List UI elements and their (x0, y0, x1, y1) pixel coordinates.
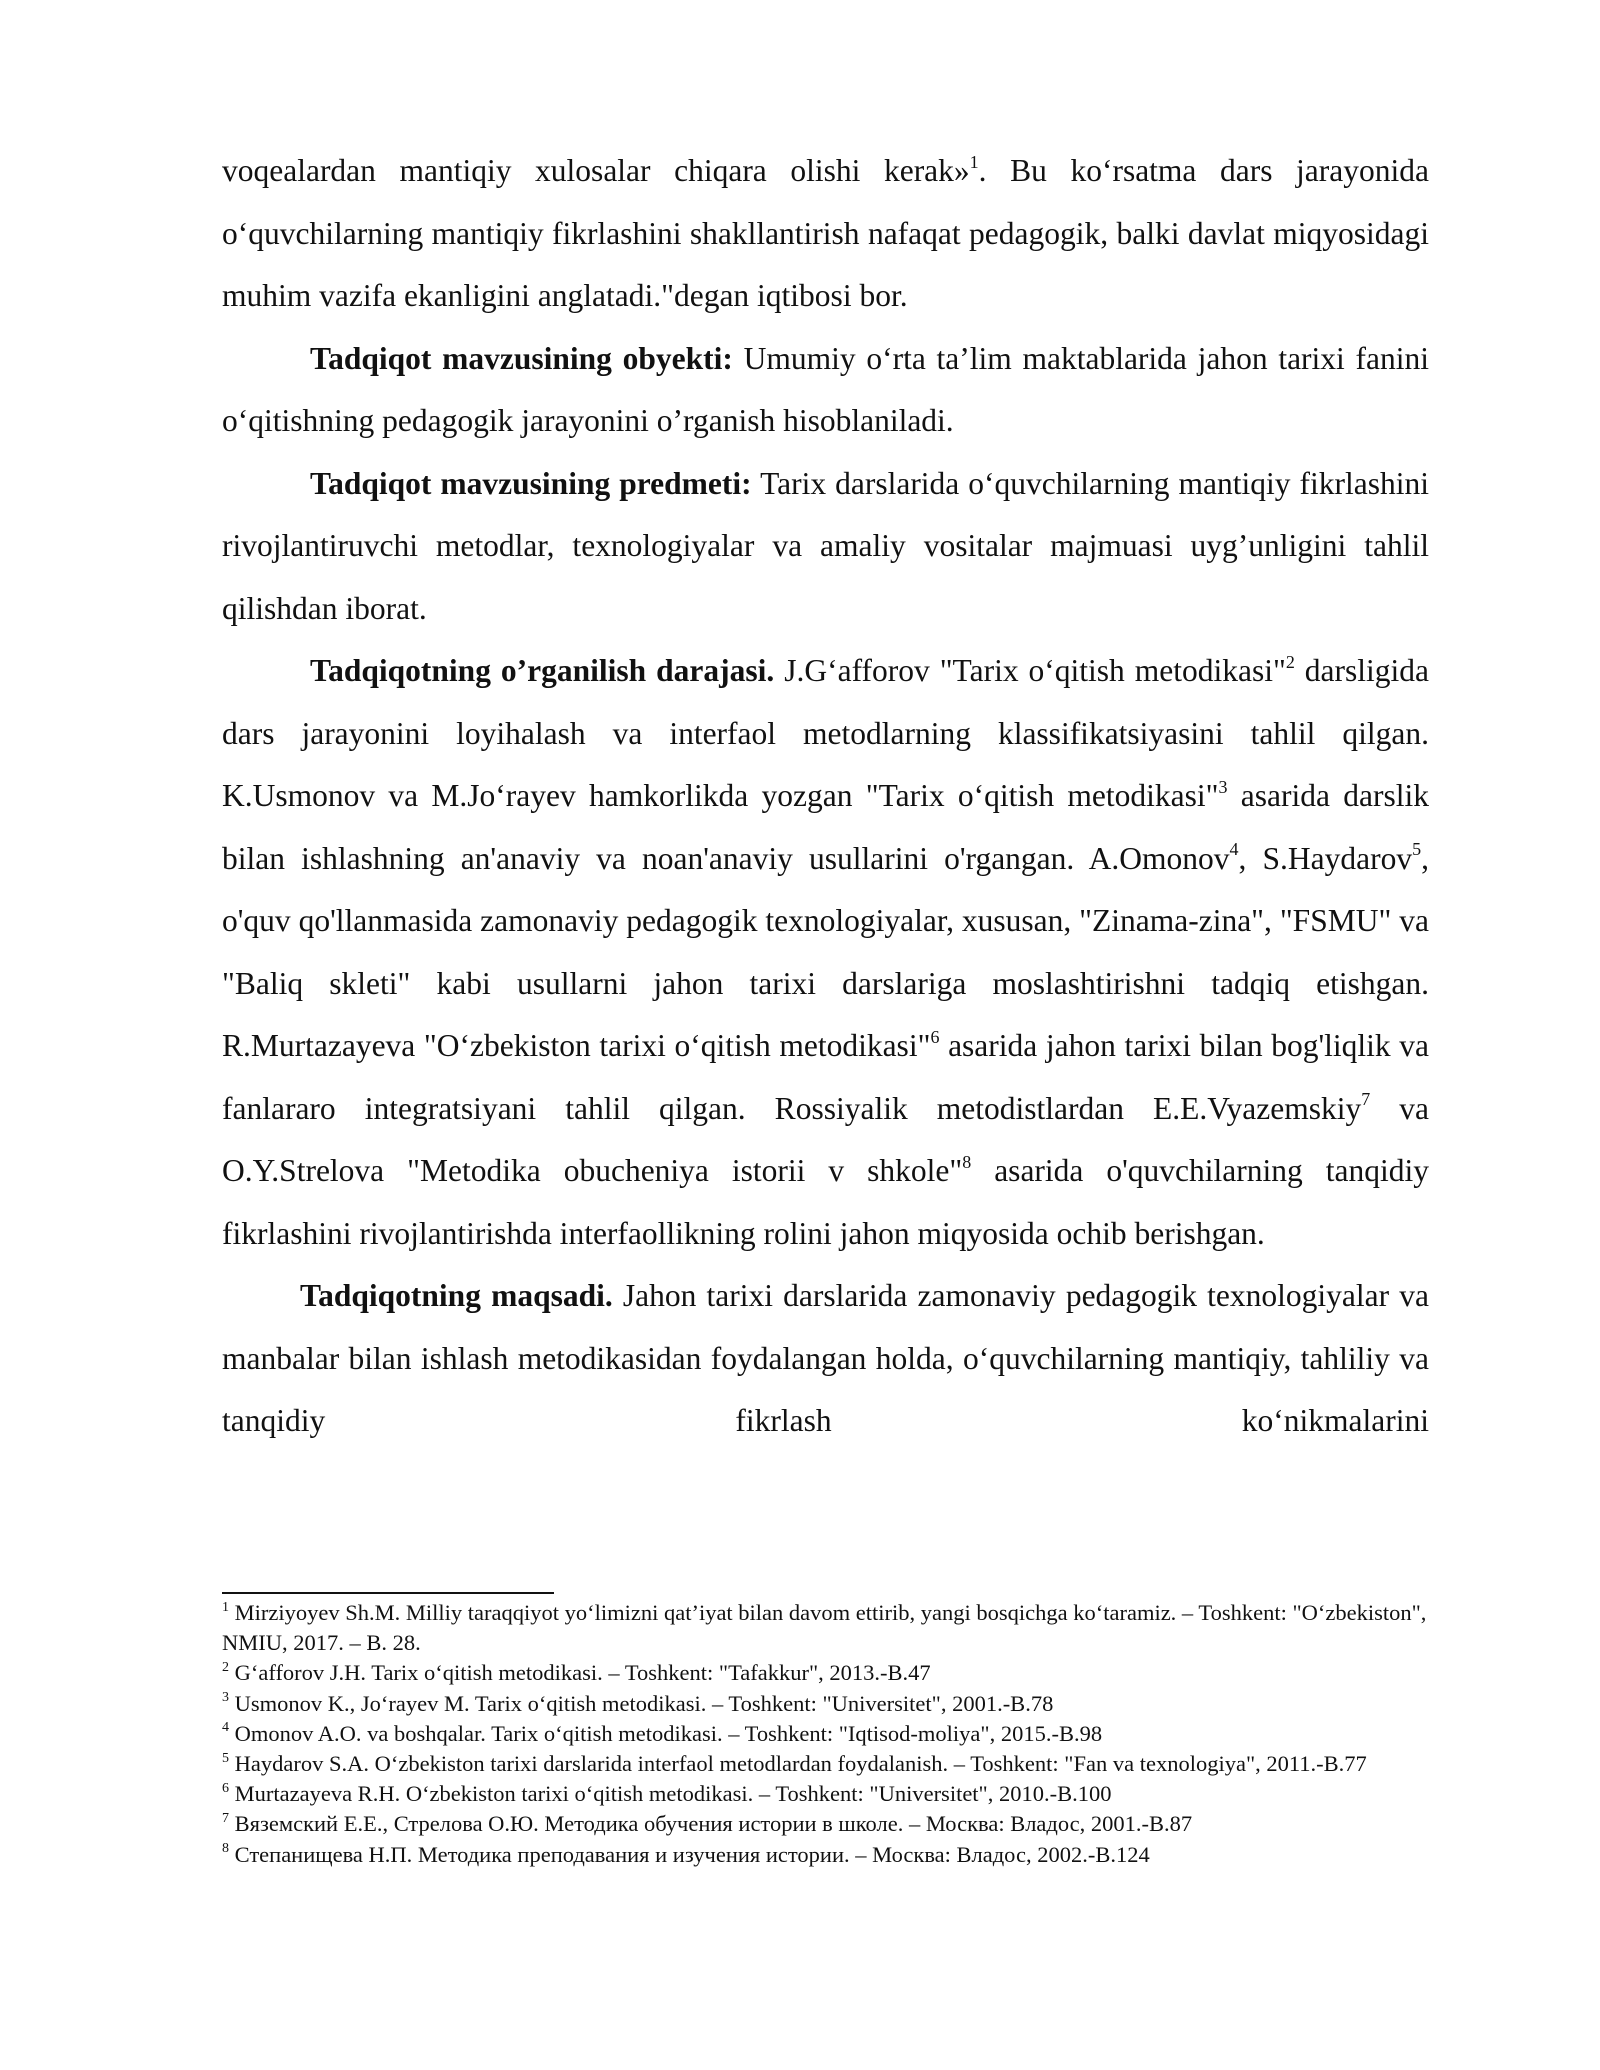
paragraph-text: Tarix darslarida o‘quvchilarning mantiqiy fikrlashini rivojlantiruvchi metodlar, texnologiyalar va amaliy vositalar majmuasi uyg’unligini tahlil qilishdan iborat. (222, 465, 1429, 626)
footnote-text: Вяземский Е.Е., Стрелова О.Ю. Методика обучения истории в школе. – Москва: Владос, 2001.-B.87 (234, 1811, 1193, 1837)
footnote-number: 8 (222, 1841, 229, 1857)
paragraph-text: asarida o'quvchilarning tanqidiy fikrlashini rivojlantirishda interfaollikning rolini jahon miqyosida ochib berishgan. (222, 1153, 1429, 1251)
footnotes-section (222, 1598, 1429, 1870)
footnote-ref[interactable]: 1 (969, 151, 979, 172)
paragraph-research-degree (222, 640, 1429, 1265)
footnote-1 (222, 1598, 1429, 1658)
footnote-number: 3 (222, 1690, 229, 1706)
paragraph-text: darsligida dars jarayonini loyihalash va interfaol metodlarning klassifikatsiyasini tahlil qilgan. K.Usmonov va M.Jo‘rayev hamkorlikda yozgan "Tarix o‘qitish metodikasi" (222, 653, 1430, 813)
document-body (222, 140, 1429, 1453)
paragraph-heading: Tadqiqotning maqsadi. (300, 1278, 613, 1313)
paragraph-heading: Tadqiqotning o’rganilish darajasi. (310, 653, 775, 688)
footnote-text: G‘afforov J.H. Tarix o‘qitish metodikasi. – Toshkent: "Tafakkur", 2013.-B.47 (234, 1660, 931, 1686)
footnote-ref[interactable]: 4 (1229, 839, 1239, 859)
paragraph-research-goal (222, 1265, 1429, 1453)
paragraph-text: , S.Haydarov (1238, 840, 1413, 876)
footnote-2 (222, 1658, 1429, 1688)
footnote-3 (222, 1689, 1429, 1719)
footnote-number: 1 (222, 1599, 229, 1615)
paragraph-research-subject (222, 453, 1429, 641)
footnote-text: Степанищева Н.П. Методика преподавания и изучения истории. – Москва: Владос, 2002.-B.124 (234, 1841, 1150, 1867)
paragraph-heading: Tadqiqot mavzusining predmeti: (310, 465, 752, 501)
footnote-7 (222, 1809, 1429, 1839)
footnote-ref[interactable]: 6 (930, 1026, 940, 1047)
paragraph-text: Jahon tarixi darslarida zamonaviy pedagogik texnologiyalar va manbalar bilan ishlash metodikasidan foydalangan holda, o‘quvchilarning mantiqiy, tahliliy va tanqidiy fikrlash ko‘nikmalarini (222, 1278, 1429, 1438)
footnote-text: Haydarov S.A. O‘zbekiston tarixi darslarida interfaol metodlardan foydalanish. – Toshkent: "Fan va texnologiya", 2011.-B.77 (234, 1751, 1367, 1777)
footnote-4 (222, 1719, 1429, 1749)
paragraph-text: J.G‘afforov "Tarix o‘qitish metodikasi" (774, 653, 1286, 688)
paragraph-text: asarida jahon tarixi bilan bog'liqlik va fanlararo integratsiyani tahlil qilgan. Rossiyalik metodistlardan E.E.Vyazemskiy (222, 1028, 1429, 1126)
footnote-ref[interactable]: 3 (1218, 776, 1228, 797)
footnote-separator (222, 1592, 554, 1594)
paragraph-text: va O.Y.Strelova "Metodika obucheniya istorii v shkole" (222, 1090, 1430, 1188)
paragraph-heading: Tadqiqot mavzusining obyekti: (310, 340, 733, 376)
paragraph-quote-ending (222, 140, 1429, 328)
paragraph-text: . Bu ko‘rsatma dars jarayonida o‘quvchilarning mantiqiy fikrlashini shakllantirish nafaqat pedagogik, balki davlat miqyosidagi muhim vazifa ekanligini anglatadi."degan iqtibosi bor. (222, 153, 1429, 313)
footnote-ref[interactable]: 5 (1412, 839, 1422, 859)
paragraph-text: Umumiy o‘rta ta’lim maktablarida jahon tarixi fanini o‘qitishning pedagogik jarayonini o’rganish hisoblaniladi. (222, 340, 1429, 438)
footnote-number: 5 (222, 1750, 229, 1766)
footnote-number: 7 (222, 1810, 229, 1826)
footnote-text: Mirziyoyev Sh.M. Milliy taraqqiyot yo‘limizni qat’iyat bilan davom ettirib, yangi bosqichga ko‘taramiz. – Toshkent: "O‘zbekiston", NMIU, 2017. – B. 28. (222, 1600, 1427, 1656)
paragraph-text: , o'quv qo'llanmasida zamonaviy pedagogik texnologiyalar, xususan, "Zinama-zina", "FSMU" va "Baliq skleti" kabi usullarni jahon tarixi darslariga moslashtirishni tadqiq etishgan. R.Murtazayeva "O‘zbekiston tarixi o‘qitish metodikasi" (222, 840, 1429, 1063)
paragraph-text: voqealardan mantiqiy xulosalar chiqara olishi kerak» (222, 153, 970, 188)
footnote-ref[interactable]: 2 (1285, 651, 1295, 672)
footnote-8 (222, 1840, 1429, 1870)
footnote-ref[interactable]: 8 (962, 1151, 972, 1172)
footnote-text: Murtazayeva R.H. O‘zbekiston tarixi o‘qitish metodikasi. – Toshkent: "Universitet", 2010.-B.100 (234, 1781, 1112, 1807)
paragraph-research-object (222, 328, 1429, 453)
footnote-6 (222, 1779, 1429, 1809)
footnote-number: 2 (222, 1659, 229, 1675)
footnote-5 (222, 1749, 1429, 1779)
footnote-text: Omonov A.O. va boshqalar. Tarix o‘qitish metodikasi. – Toshkent: "Iqtisod-moliya", 2015.-B.98 (234, 1720, 1103, 1746)
footnote-number: 4 (222, 1720, 229, 1736)
footnote-text: Usmonov K., Jo‘rayev M. Tarix o‘qitish metodikasi. – Toshkent: "Universitet", 2001.-B.78 (234, 1690, 1054, 1716)
footnote-number: 6 (222, 1780, 229, 1796)
paragraph-text: asarida darslik bilan ishlashning an'anaviy va noan'anaviy usullarini o'rgangan. A.Omonov (222, 778, 1429, 876)
footnote-ref[interactable]: 7 (1361, 1089, 1371, 1109)
